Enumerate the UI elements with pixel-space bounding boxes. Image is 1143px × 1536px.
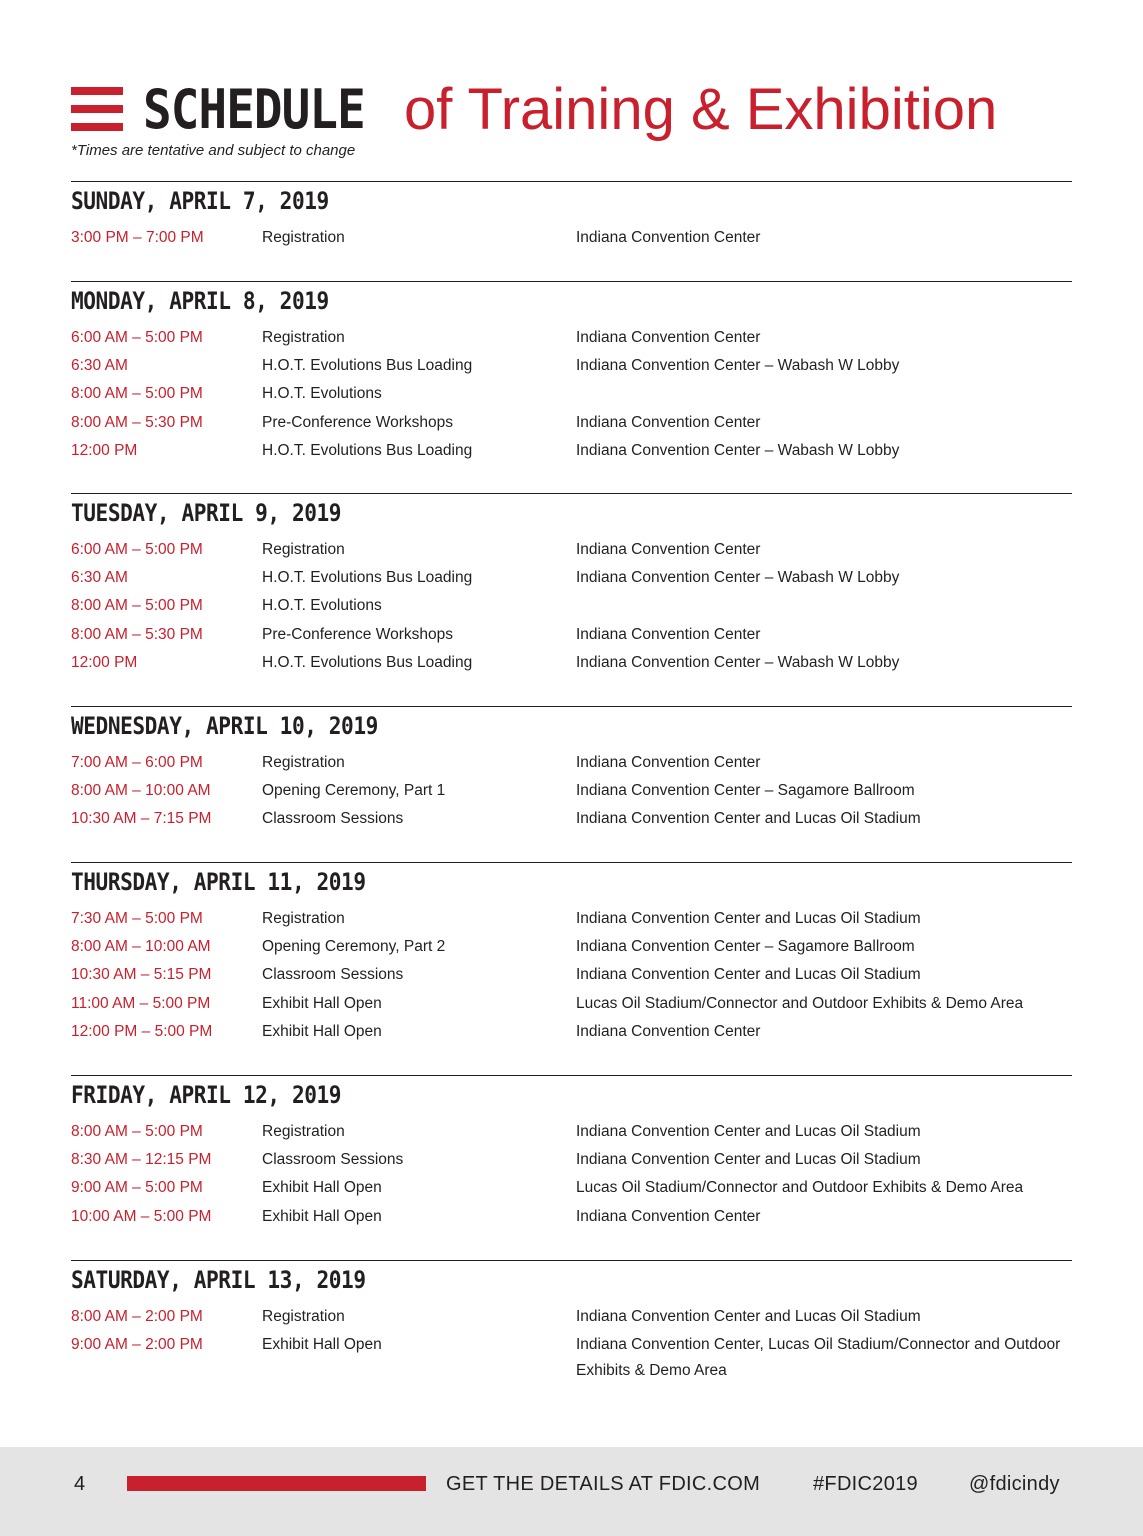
schedule-row <box>71 564 1072 592</box>
time-cell: 8:00 AM – 5:00 PM <box>71 385 203 403</box>
event-cell: Registration <box>262 754 345 771</box>
schedule-row <box>71 324 1072 352</box>
time-cell: 8:00 AM – 10:00 AM <box>71 938 211 956</box>
place-cell: Indiana Convention Center – Sagamore Ballroom <box>576 782 915 800</box>
place-cell: Indiana Convention Center <box>576 541 761 558</box>
schedule-row <box>71 805 1072 833</box>
place-cell: Indiana Convention Center <box>576 329 761 346</box>
event-cell: Registration <box>262 1123 345 1140</box>
day-section <box>71 1075 1072 1231</box>
schedule-row <box>71 1174 1072 1202</box>
place-cell: Indiana Convention Center <box>576 625 761 643</box>
time-cell: 10:30 AM – 5:15 PM <box>71 966 212 984</box>
page-title-bold: SCHEDULE <box>143 78 365 141</box>
day-title: FRIDAY, APRIL 12, 2019 <box>71 1081 342 1109</box>
event-cell: Registration <box>262 541 345 558</box>
event-cell: Exhibit Hall Open <box>262 1022 382 1040</box>
schedule-row <box>71 1331 1072 1379</box>
event-cell: Registration <box>262 1308 345 1325</box>
page-number: 4 <box>74 1473 86 1495</box>
day-title: THURSDAY, APRIL 11, 2019 <box>71 868 366 896</box>
place-cell: Indiana Convention Center – Sagamore Ballroom <box>576 938 915 956</box>
schedule-row <box>71 1118 1072 1146</box>
place-cell: Indiana Convention Center – Wabash W Lobby <box>576 569 900 587</box>
schedule-row <box>71 961 1072 989</box>
details-link[interactable]: GET THE DETAILS AT FDIC.COM <box>446 1473 761 1495</box>
time-cell: 8:30 AM – 12:15 PM <box>71 1151 212 1169</box>
schedule-row <box>71 352 1072 380</box>
schedule-row <box>71 990 1072 1018</box>
schedule-row <box>71 1146 1072 1174</box>
place-cell: Indiana Convention Center <box>576 1022 761 1040</box>
schedule-row <box>71 905 1072 933</box>
place-cell: Indiana Convention Center <box>576 413 761 431</box>
time-cell: 6:30 AM <box>71 357 128 375</box>
time-cell: 8:00 AM – 10:00 AM <box>71 782 211 800</box>
event-cell: H.O.T. Evolutions Bus Loading <box>262 653 473 671</box>
event-cell: Pre-Conference Workshops <box>262 625 453 643</box>
place-cell: Indiana Convention Center – Wabash W Lobby <box>576 357 900 375</box>
day-section <box>71 1260 1072 1379</box>
day-title: SUNDAY, APRIL 7, 2019 <box>71 187 329 215</box>
time-cell: 8:00 AM – 2:00 PM <box>71 1308 203 1325</box>
schedule-row <box>71 621 1072 649</box>
event-cell: Exhibit Hall Open <box>262 1336 382 1354</box>
time-cell: 6:00 AM – 5:00 PM <box>71 329 203 346</box>
stripes-icon <box>71 87 123 131</box>
day-section <box>71 706 1072 834</box>
day-title: SATURDAY, APRIL 13, 2019 <box>71 1266 366 1294</box>
schedule-row <box>71 649 1072 677</box>
time-cell: 6:00 AM – 5:00 PM <box>71 541 203 558</box>
day-section <box>71 281 1072 465</box>
time-cell: 12:00 PM – 5:00 PM <box>71 1022 213 1040</box>
day-section <box>71 181 1072 252</box>
place-cell: Indiana Convention Center <box>576 754 761 771</box>
schedule-row <box>71 409 1072 437</box>
time-cell: 7:00 AM – 6:00 PM <box>71 754 203 771</box>
time-cell: 9:00 AM – 2:00 PM <box>71 1336 203 1354</box>
place-cell: Lucas Oil Stadium/Connector and Outdoor Exhibits & Demo Area <box>576 994 1024 1012</box>
place-cell: Indiana Convention Center, Lucas Oil Stadium/Connector and Outdoor Exhibits & Demo Area <box>576 1336 1061 1379</box>
time-cell: 9:00 AM – 5:00 PM <box>71 1179 203 1197</box>
event-cell: Pre-Conference Workshops <box>262 413 453 431</box>
place-cell: Indiana Convention Center and Lucas Oil Stadium <box>576 966 921 984</box>
social-handle[interactable]: @fdicindy <box>969 1473 1060 1495</box>
place-cell: Indiana Convention Center and Lucas Oil Stadium <box>576 1123 921 1140</box>
time-cell: 6:30 AM <box>71 569 128 587</box>
time-cell: 10:30 AM – 7:15 PM <box>71 810 212 828</box>
time-cell: 8:00 AM – 5:00 PM <box>71 597 203 615</box>
day-section <box>71 862 1072 1046</box>
event-cell: Classroom Sessions <box>262 966 404 984</box>
place-cell: Indiana Convention Center and Lucas Oil Stadium <box>576 1151 921 1169</box>
event-cell: Classroom Sessions <box>262 810 404 828</box>
event-cell: H.O.T. Evolutions <box>262 597 382 615</box>
schedule-row <box>71 777 1072 805</box>
day-section <box>71 493 1072 677</box>
time-cell: 11:00 AM – 5:00 PM <box>71 994 211 1012</box>
accent-bar <box>127 1476 426 1491</box>
tentative-note: *Times are tentative and subject to change <box>71 142 356 159</box>
time-cell: 3:00 PM – 7:00 PM <box>71 229 204 246</box>
event-cell: H.O.T. Evolutions Bus Loading <box>262 357 473 375</box>
place-cell: Indiana Convention Center – Wabash W Lobby <box>576 441 900 459</box>
schedule-row <box>71 592 1072 620</box>
day-title: TUESDAY, APRIL 9, 2019 <box>71 499 342 527</box>
place-cell: Indiana Convention Center and Lucas Oil Stadium <box>576 1308 921 1325</box>
event-cell: H.O.T. Evolutions <box>262 385 382 403</box>
schedule-row <box>71 536 1072 564</box>
place-cell: Lucas Oil Stadium/Connector and Outdoor Exhibits & Demo Area <box>576 1179 1024 1197</box>
event-cell: H.O.T. Evolutions Bus Loading <box>262 441 473 459</box>
schedule-row <box>71 1203 1072 1231</box>
time-cell: 12:00 PM <box>71 653 138 671</box>
schedule-row <box>71 1303 1072 1331</box>
time-cell: 7:30 AM – 5:00 PM <box>71 910 203 927</box>
schedule-row <box>71 749 1072 777</box>
event-cell: Opening Ceremony, Part 2 <box>262 938 446 956</box>
place-cell: Indiana Convention Center and Lucas Oil Stadium <box>576 910 921 927</box>
event-cell: Classroom Sessions <box>262 1151 404 1169</box>
page-header <box>71 78 1081 168</box>
schedule-row <box>71 1018 1072 1046</box>
schedule-row <box>71 224 1072 252</box>
hashtag: #FDIC2019 <box>813 1473 918 1495</box>
event-cell: Exhibit Hall Open <box>262 994 382 1012</box>
place-cell: Indiana Convention Center <box>576 229 761 246</box>
time-cell: 8:00 AM – 5:30 PM <box>71 625 203 643</box>
time-cell: 8:00 AM – 5:00 PM <box>71 1123 203 1140</box>
event-cell: Exhibit Hall Open <box>262 1207 382 1225</box>
time-cell: 10:00 AM – 5:00 PM <box>71 1207 212 1225</box>
schedule-row <box>71 380 1072 408</box>
page-title-rest: of Training & Exhibition <box>404 77 998 142</box>
time-cell: 12:00 PM <box>71 441 138 459</box>
time-cell: 8:00 AM – 5:30 PM <box>71 413 203 431</box>
event-cell: Registration <box>262 229 345 246</box>
day-title: MONDAY, APRIL 8, 2019 <box>71 287 329 315</box>
schedule-row <box>71 933 1072 961</box>
event-cell: H.O.T. Evolutions Bus Loading <box>262 569 473 587</box>
event-cell: Registration <box>262 329 345 346</box>
place-cell: Indiana Convention Center <box>576 1207 761 1225</box>
event-cell: Opening Ceremony, Part 1 <box>262 782 446 800</box>
event-cell: Registration <box>262 910 345 927</box>
day-title: WEDNESDAY, APRIL 10, 2019 <box>71 712 378 740</box>
schedule-row <box>71 437 1072 465</box>
page-footer <box>0 1447 1143 1536</box>
place-cell: Indiana Convention Center – Wabash W Lobby <box>576 653 900 671</box>
place-cell: Indiana Convention Center and Lucas Oil Stadium <box>576 810 921 828</box>
event-cell: Exhibit Hall Open <box>262 1179 382 1197</box>
